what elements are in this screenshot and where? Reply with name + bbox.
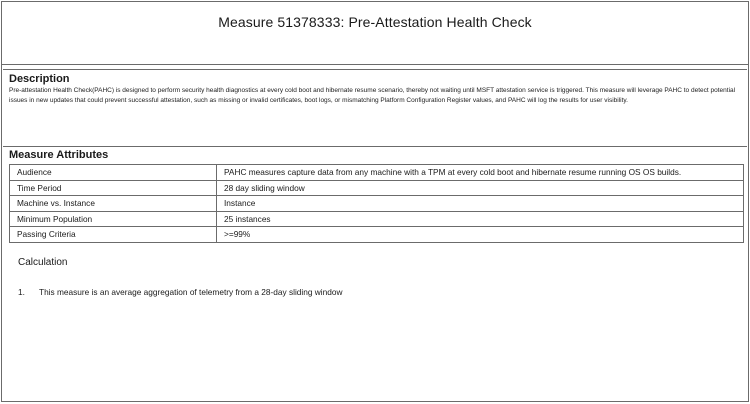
calculation-list bbox=[18, 287, 748, 297]
measure-attributes-heading: Measure Attributes bbox=[9, 149, 109, 161]
attribute-key: Time Period bbox=[10, 180, 217, 196]
table-row bbox=[10, 211, 744, 227]
page-title: Measure 51378333: Pre-Attestation Health Check bbox=[218, 14, 532, 30]
attribute-key: Machine vs. Instance bbox=[10, 196, 217, 212]
table-row bbox=[10, 180, 744, 196]
attribute-value: Instance bbox=[217, 196, 744, 212]
list-item bbox=[18, 287, 748, 297]
attribute-value: 25 instances bbox=[217, 211, 744, 227]
calculation-heading: Calculation bbox=[18, 256, 68, 268]
attribute-value: PAHC measures capture data from any machine with a TPM at every cold boot and hibernate resume running OS OS builds. bbox=[217, 165, 744, 181]
table-row bbox=[10, 196, 744, 212]
description-text: Pre-attestation Health Check(PAHC) is designed to perform security health diagnostics at every cold boot and hibernate resume scenario, thereby not waiting until MSFT attestation service is triggered. This measure will leverage PAHC to detect potential issues in new updates that could prevent successful attestation, such as missing or invalid certificates, boot logs, or mismatching Platform Configuration Register values, and PAHC will log the results for user visibility. bbox=[9, 87, 736, 104]
measure-attributes-section bbox=[9, 149, 742, 243]
title-bar bbox=[2, 2, 748, 65]
table-row bbox=[10, 165, 744, 181]
attribute-value: 28 day sliding window bbox=[217, 180, 744, 196]
list-item-number: 1. bbox=[18, 286, 25, 297]
attribute-key: Passing Criteria bbox=[10, 227, 217, 243]
attribute-key: Minimum Population bbox=[10, 211, 217, 227]
description-heading: Description bbox=[9, 73, 70, 85]
attributes-table bbox=[9, 164, 744, 243]
attribute-key: Audience bbox=[10, 165, 217, 181]
description-section bbox=[3, 69, 747, 147]
attribute-value: >=99% bbox=[217, 227, 744, 243]
calculation-section bbox=[18, 257, 748, 297]
list-item-text: This measure is an average aggregation of telemetry from a 28-day sliding window bbox=[39, 286, 343, 297]
document-page bbox=[1, 1, 749, 402]
table-row bbox=[10, 227, 744, 243]
